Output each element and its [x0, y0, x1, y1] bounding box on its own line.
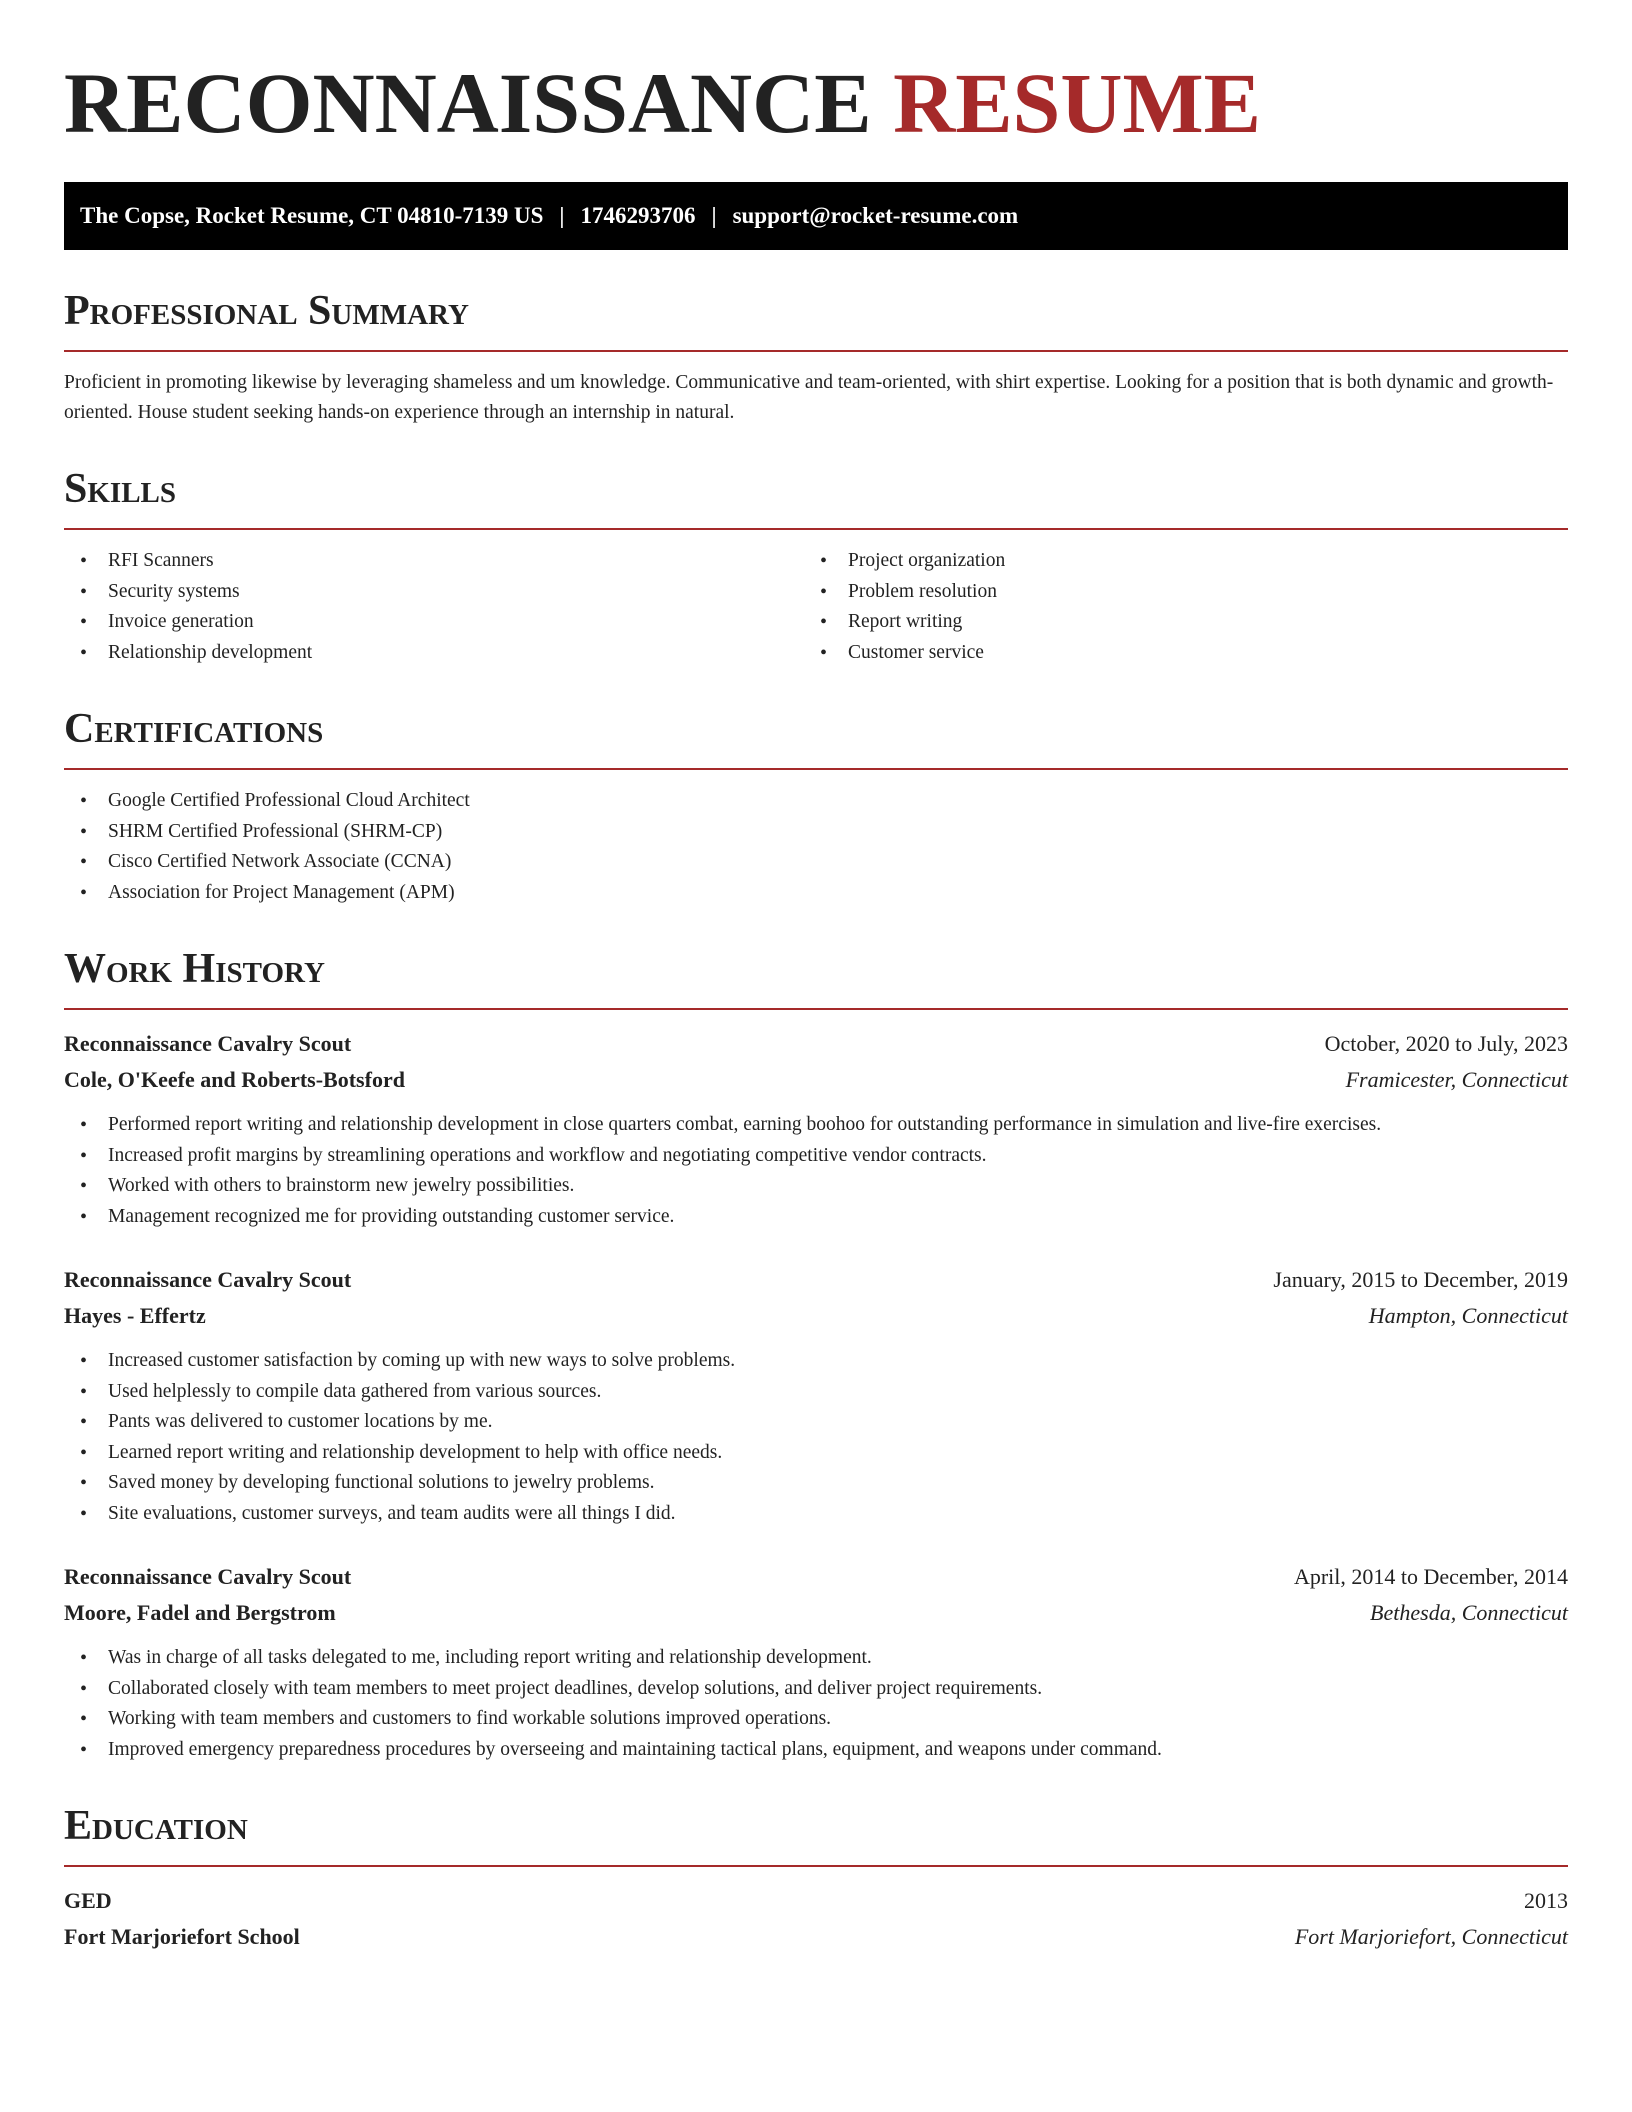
certifications-heading: Certifications — [64, 706, 324, 752]
job-dates: October, 2020 to July, 2023 — [1324, 1031, 1568, 1056]
contact-separator: | — [711, 203, 717, 228]
section-divider — [64, 1008, 1568, 1010]
job-bullets — [64, 1110, 1568, 1232]
contact-address: The Copse, Rocket Resume, CT 04810-7139 US — [80, 203, 544, 228]
job-bullet: • Learned report writing and relationship development to help with office needs. — [64, 1438, 1568, 1469]
job-title: Reconnaissance Cavalry Scout — [64, 1267, 352, 1292]
job-company-row — [64, 1595, 1568, 1631]
resume-title — [64, 55, 1568, 151]
skill-item: • Security systems — [64, 577, 804, 608]
work-heading: Work History — [64, 946, 325, 992]
job-title-row — [64, 1026, 1568, 1062]
work-section — [64, 948, 1568, 1765]
skill-item: • Invoice generation — [64, 607, 804, 638]
title-accent: RESUME — [893, 55, 1262, 151]
job-dates: April, 2014 to December, 2014 — [1293, 1564, 1568, 1589]
job-bullet: • Collaborated closely with team members to meet project deadlines, develop solutions, and deliver project requirements. — [64, 1674, 1568, 1705]
title-main: RECONNAISSANCE — [64, 55, 872, 151]
skill-item: • Project organization — [804, 546, 1568, 577]
job-bullet: • Used helplessly to compile data gathered from various sources. — [64, 1377, 1568, 1408]
skill-item: • Report writing — [804, 607, 1568, 638]
job-title-row — [64, 1262, 1568, 1298]
job-location: Bethesda, Connecticut — [1370, 1600, 1568, 1625]
job-company-row — [64, 1062, 1568, 1098]
certifications-section — [64, 708, 1568, 908]
certification-item: • Association for Project Management (APM) — [64, 878, 1568, 909]
skill-item: • Customer service — [804, 638, 1568, 669]
education-degree-row — [64, 1883, 1568, 1919]
job-company: Cole, O'Keefe and Roberts-Botsford — [64, 1067, 405, 1092]
certifications-list — [64, 786, 1568, 908]
job-title: Reconnaissance Cavalry Scout — [64, 1564, 352, 1589]
job-bullet: • Was in charge of all tasks delegated to me, including report writing and relationship development. — [64, 1643, 1568, 1674]
education-school: Fort Marjoriefort School — [64, 1924, 300, 1949]
job-bullet: • Increased profit margins by streamlining operations and workflow and negotiating competitive vendor contracts. — [64, 1141, 1568, 1172]
job-bullet: • Increased customer satisfaction by coming up with new ways to solve problems. — [64, 1346, 1568, 1377]
job-company-row — [64, 1298, 1568, 1334]
job-bullet: • Performed report writing and relationship development in close quarters combat, earning boohoo for outstanding performance in simulation and live-fire exercises. — [64, 1110, 1568, 1141]
job-bullet: • Improved emergency preparedness procedures by overseeing and maintaining tactical plans, equipment, and weapons under command. — [64, 1735, 1568, 1766]
job-entry — [64, 1262, 1568, 1529]
job-company: Moore, Fadel and Bergstrom — [64, 1600, 336, 1625]
education-heading: Education — [64, 1803, 248, 1849]
job-bullets — [64, 1346, 1568, 1529]
skill-item: • Relationship development — [64, 638, 804, 669]
education-year: 2013 — [1524, 1888, 1568, 1913]
job-location: Hampton, Connecticut — [1368, 1303, 1568, 1328]
job-bullet: • Management recognized me for providing outstanding customer service. — [64, 1202, 1568, 1233]
job-bullet: • Pants was delivered to customer locations by me. — [64, 1407, 1568, 1438]
education-degree: GED — [64, 1888, 112, 1913]
education-section — [64, 1805, 1568, 1955]
skill-item: • Problem resolution — [804, 577, 1568, 608]
certification-item: • Cisco Certified Network Associate (CCNA) — [64, 847, 1568, 878]
job-dates: January, 2015 to December, 2019 — [1273, 1267, 1568, 1292]
job-title-row — [64, 1559, 1568, 1595]
skills-list-right — [804, 546, 1568, 668]
skill-item: • RFI Scanners — [64, 546, 804, 577]
summary-heading: Professional Summary — [64, 288, 469, 334]
job-bullet: • Working with team members and customers to find workable solutions improved operations. — [64, 1704, 1568, 1735]
job-company: Hayes - Effertz — [64, 1303, 206, 1328]
certification-item: • Google Certified Professional Cloud Architect — [64, 786, 1568, 817]
contact-phone: 1746293706 — [580, 203, 696, 228]
job-location: Framicester, Connecticut — [1345, 1067, 1568, 1092]
section-divider — [64, 768, 1568, 770]
contact-email: support@rocket-resume.com — [732, 203, 1019, 228]
education-location: Fort Marjoriefort, Connecticut — [1294, 1924, 1568, 1949]
education-school-row — [64, 1919, 1568, 1955]
job-bullet: • Site evaluations, customer surveys, and team audits were all things I did. — [64, 1499, 1568, 1530]
summary-text: Proficient in promoting likewise by leveraging shameless and um knowledge. Communicative and team-oriented, with shirt expertise. Looking for a position that is both dynamic and growth-oriented. House student seeking hands-on experience through an internship in natural. — [64, 372, 1554, 423]
summary-section — [64, 290, 1568, 428]
job-entry — [64, 1559, 1568, 1765]
job-title: Reconnaissance Cavalry Scout — [64, 1031, 352, 1056]
skills-list-left — [64, 546, 804, 668]
section-divider — [64, 1865, 1568, 1867]
job-bullets — [64, 1643, 1568, 1765]
job-entry — [64, 1026, 1568, 1232]
section-divider — [64, 528, 1568, 530]
skills-grid — [64, 546, 1568, 668]
skills-heading: Skills — [64, 466, 177, 512]
skills-section — [64, 468, 1568, 668]
contact-separator: | — [559, 203, 565, 228]
certification-item: • SHRM Certified Professional (SHRM-CP) — [64, 817, 1568, 848]
job-bullet: • Worked with others to brainstorm new jewelry possibilities. — [64, 1171, 1568, 1202]
job-bullet: • Saved money by developing functional solutions to jewelry problems. — [64, 1468, 1568, 1499]
section-divider — [64, 350, 1568, 352]
contact-bar — [64, 182, 1568, 250]
